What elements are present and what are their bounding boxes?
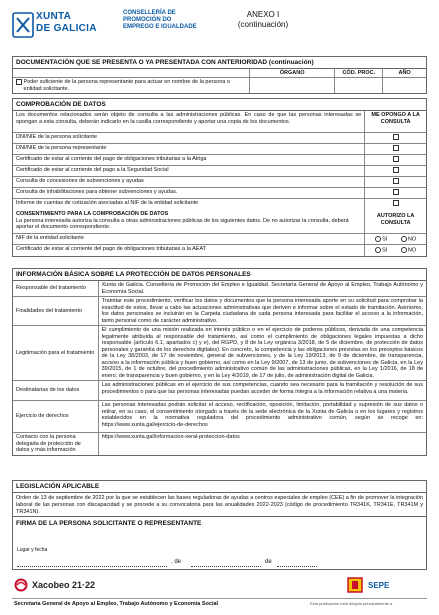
comprobacion-item-label: Certificado de estar al corriente del pago a la Seguridad Social — [13, 166, 365, 176]
cod-proc-field[interactable] — [335, 78, 383, 93]
comprobacion-item-label: Certificado de estar al corriente del pago de obligaciones tributarias a la Atriga — [13, 155, 365, 165]
page-header — [12, 8, 427, 48]
comprobacion-item-label: Informe de cuentas de cotización asociadas al NIF de la entidad solicitante — [13, 199, 365, 210]
documentacion-item: Poder suficiente de la persona representante para actuar en nombre de la persona o entidad solicitante. — [23, 79, 230, 92]
proteccion-row-label: Responsable del tratamiento — [13, 281, 99, 296]
proteccion-row-text: Tramitar este procedimiento, verificar los datos y documentos que la persona interesada aporte en su solicitud para comprobar la exactitud de estos, llevar a cabo las actuaciones administrativas que deriven e informar sobre el estado de tramitación. Asimismo, los datos personales se incluirán en la Carpeta ciudadana de cada persona interesada para facilitar el acceso a la información, tanto personal como de carácter administrativo. — [101, 298, 423, 324]
brand-line1: XUNTA — [36, 11, 72, 22]
comprobacion-intro: Los documentos relacionados serán objeto de consulta a las administraciones públicas. En caso de que las personas interesadas se opongan a esta consulta, deberán indicarlo en la casilla correspondiente y aportar una copia de los documentos. — [13, 111, 365, 132]
oppose-checkbox[interactable] — [393, 189, 399, 195]
proteccion-row-label: Ejercicio de derechos — [13, 401, 99, 432]
consent-item-row — [13, 245, 426, 256]
documentacion-header-row — [13, 69, 426, 78]
xacobeo-text: Xacobeo 21·22 — [32, 580, 96, 590]
authorize-header: AUTORIZO LA CONSULTA — [376, 213, 415, 226]
col-organo: ÓRGANO — [250, 69, 336, 77]
oppose-checkbox[interactable] — [393, 200, 399, 206]
year-field[interactable] — [277, 559, 317, 567]
documentacion-title: DOCUMENTACIÓN QUE SE PRESENTA O YA PRESENTADA CON ANTERIORIDAD (continuación) — [13, 57, 426, 69]
proteccion-rows — [13, 281, 426, 455]
spain-coat-icon — [346, 576, 364, 594]
comprobacion-item-row — [13, 199, 426, 210]
comprobacion-item-label: Consulta de concesiones de subvenciones y ayudas — [13, 177, 365, 187]
consent-items — [13, 234, 426, 256]
oppose-header: ME OPONGO A LA CONSULTA — [371, 112, 420, 125]
firma-title: FIRMA DE LA PERSONA SOLICITANTE O REPRESENTANTE — [13, 517, 426, 529]
anexo-line2: (continuación) — [237, 20, 289, 29]
comprobacion-items — [13, 133, 426, 210]
consent-no-radio[interactable] — [401, 236, 407, 242]
consent-title: CONSENTIMIENTO PARA LA COMPROBACIÓN DE DATOS — [16, 211, 169, 217]
comprobacion-item-label: DNI/NIE de la persona representante — [13, 144, 365, 154]
legislacion-text: Orden de 13 de septiembre de 2022 por la que se establecen las bases reguladoras de ayudas a centros especiales de empleo (CEE) a fin de promover la integración laboral de las personas con discapacidad y se procede a su convocatoria para las anualidades 2022-2023 (código de procedimiento TR341K, TR341E, TR341M y TR341N). — [16, 495, 423, 515]
comprobacion-item-label: DNI/NIE de la persona solicitante — [13, 133, 365, 143]
comprobacion-item-row — [13, 133, 426, 144]
ano-field[interactable] — [383, 78, 426, 93]
de-label-1: , de — [171, 559, 182, 565]
proteccion-row-label: Finalidades del tratamiento — [13, 297, 99, 325]
proteccion-row-text: Las personas interesadas podrán solicitar el acceso, rectificación, oposición, limitación, portabilidad y supresión de sus datos o retirar, en su caso, el consentimiento otorgado a través de la sede electrónica de la Xunta de Galicia o en los lugares y registros establecidos en la normativa reguladora del procedimiento administrativo común, según se recoge en: https://www.xunta.gal/ejercicio-de-derechos — [101, 402, 423, 428]
comprobacion-section — [12, 98, 427, 257]
proteccion-row-label: Contacto con la persona delegada de protección de datos y más información — [13, 433, 99, 455]
footer-accesible: Esta publicación está dirigida principalmente a — [310, 601, 393, 606]
comprobacion-item-label: Consulta de inhabilitaciones para obtener subvenciones y ayudas. — [13, 188, 365, 198]
lugar-field[interactable] — [17, 559, 167, 567]
conselleria-name: CONSELLERÍA DE PROMOCIÓN DO EMPREGO E IGUALDADE — [123, 10, 197, 30]
documentacion-section — [12, 56, 427, 94]
no-label: NO — [407, 235, 417, 242]
consent-yes-radio[interactable] — [375, 247, 381, 253]
consent-intro: La persona interesada autoriza la consulta a otras administraciones públicas de los siguientes datos. De no autorizar la consulta, deberá aportar el documento correspondiente. — [16, 217, 349, 230]
de-label-2: de — [265, 559, 272, 565]
documentacion-checkbox[interactable] — [16, 79, 22, 85]
proteccion-row — [13, 401, 426, 433]
comprobacion-intro-row — [13, 111, 426, 133]
spain-sepe-logo — [346, 576, 389, 594]
sepe-label: SEPE — [368, 580, 390, 590]
no-label: NO — [407, 247, 417, 254]
col-cod-proc: CÓD. PROC. — [335, 69, 383, 77]
xunta-logo — [12, 11, 120, 41]
consent-item-row — [13, 234, 426, 245]
proteccion-row-text: Las administraciones públicas en el ejercicio de sus competencias, cuando sea necesario para la tramitación y resolución de sus procedimientos o para que las personas interesadas puedan acceder de forma íntegra a la información relativa a una materia. — [101, 382, 423, 395]
footer-divider — [12, 598, 427, 599]
legislacion-section — [12, 480, 427, 518]
consent-item-label: Certificado de estar al corriente del pago de obligaciones tributarias a la AEAT — [13, 245, 365, 256]
comprobacion-item-row — [13, 188, 426, 199]
proteccion-row — [13, 433, 426, 455]
yes-label: SÍ — [382, 235, 388, 242]
month-field[interactable] — [191, 559, 261, 567]
consent-intro-row — [13, 210, 426, 234]
proteccion-row-text: Xunta de Galicia. Consellería de Promoción del Empleo e Igualdad. Secretaría General de Apoyo al Empleo, Trabajo Autónomo y Economía Social. — [101, 282, 423, 295]
anexo-line1: ANEXO I — [246, 10, 280, 19]
organo-field[interactable] — [250, 78, 336, 93]
lugar-fecha-label: Lugar y fecha — [17, 547, 48, 553]
comprobacion-item-row — [13, 166, 426, 177]
oppose-checkbox[interactable] — [393, 134, 399, 140]
consent-yes-radio[interactable] — [375, 236, 381, 242]
documentacion-item-row — [13, 78, 426, 93]
proteccion-row-label: Destinatarias de los datos — [13, 381, 99, 400]
oppose-checkbox[interactable] — [393, 178, 399, 184]
col-ano: AÑO — [398, 70, 411, 76]
proteccion-row — [13, 281, 426, 297]
oppose-checkbox[interactable] — [393, 156, 399, 162]
proteccion-row — [13, 297, 426, 326]
proteccion-row-label: Legitimación para el tratamiento — [13, 326, 99, 380]
oppose-checkbox[interactable] — [393, 167, 399, 173]
proteccion-row-text: https://www.xunta.gal/informacion-xeral-proteccion-datos — [101, 434, 240, 440]
proteccion-row — [13, 381, 426, 401]
consent-no-radio[interactable] — [401, 247, 407, 253]
consent-item-label: NIF de la entidad solicitante — [13, 234, 365, 244]
proteccion-title: INFORMACIÓN BÁSICA SOBRE LA PROTECCIÓN DE DATOS PERSONALES — [13, 269, 426, 281]
xacobeo-icon — [14, 578, 28, 592]
yes-label: SÍ — [382, 247, 388, 254]
proteccion-row — [13, 326, 426, 381]
oppose-checkbox[interactable] — [393, 145, 399, 151]
proteccion-row-text: El cumplimiento de una misión realizada en interés público o en el ejercicio de poderes públicos, derivada de una competencia legalmente atribuida al responsable del tratamiento, así como el cumplimiento de obligaciones legales impuestas a dicho responsable (artículo 6.1, apartados c) y e), del RGPD, y 8 de la Ley orgánica 3/2018, de 5 de diciembre, de protección de datos personales y garantía de los derechos digitales). En concreto, la competencia y las obligaciones previstas en los preceptos básicos de la Ley 38/2003, de 17 de noviembre, general de subvenciones, y de la Ley 19/2013, de 9 de diciembre, de transparencia, acceso a la información pública y buen gobierno, así como en la Ley 9/2007, de 13 de junio, de subvenciones de Galicia, en la Ley 39/2015, de 1 de octubre, del procedimiento administrativo común de las administraciones públicas, en la Ley 1/2016, de 18 de enero, de transparencia y buen gobierno, y en la Ley 4/2019, de 17 de julio, de administración digital de Galicia. — [101, 327, 423, 379]
firma-section — [12, 516, 427, 570]
comprobacion-item-row — [13, 144, 426, 155]
comprobacion-item-row — [13, 177, 426, 188]
comprobacion-title: COMPROBACIÓN DE DATOS — [13, 99, 426, 111]
proteccion-section — [12, 268, 427, 456]
xunta-emblem-icon — [12, 12, 34, 38]
brand-line2: DE GALICIA — [36, 23, 97, 34]
footer-secretaria: Secretaría General de Apoyo al Empleo, Trabajo Autónomo y Economía Social — [14, 601, 219, 607]
xacobeo-logo — [14, 578, 95, 592]
comprobacion-item-row — [13, 155, 426, 166]
legislacion-title: LEGISLACIÓN APLICABLE — [13, 481, 426, 493]
anexo-title — [233, 10, 293, 30]
